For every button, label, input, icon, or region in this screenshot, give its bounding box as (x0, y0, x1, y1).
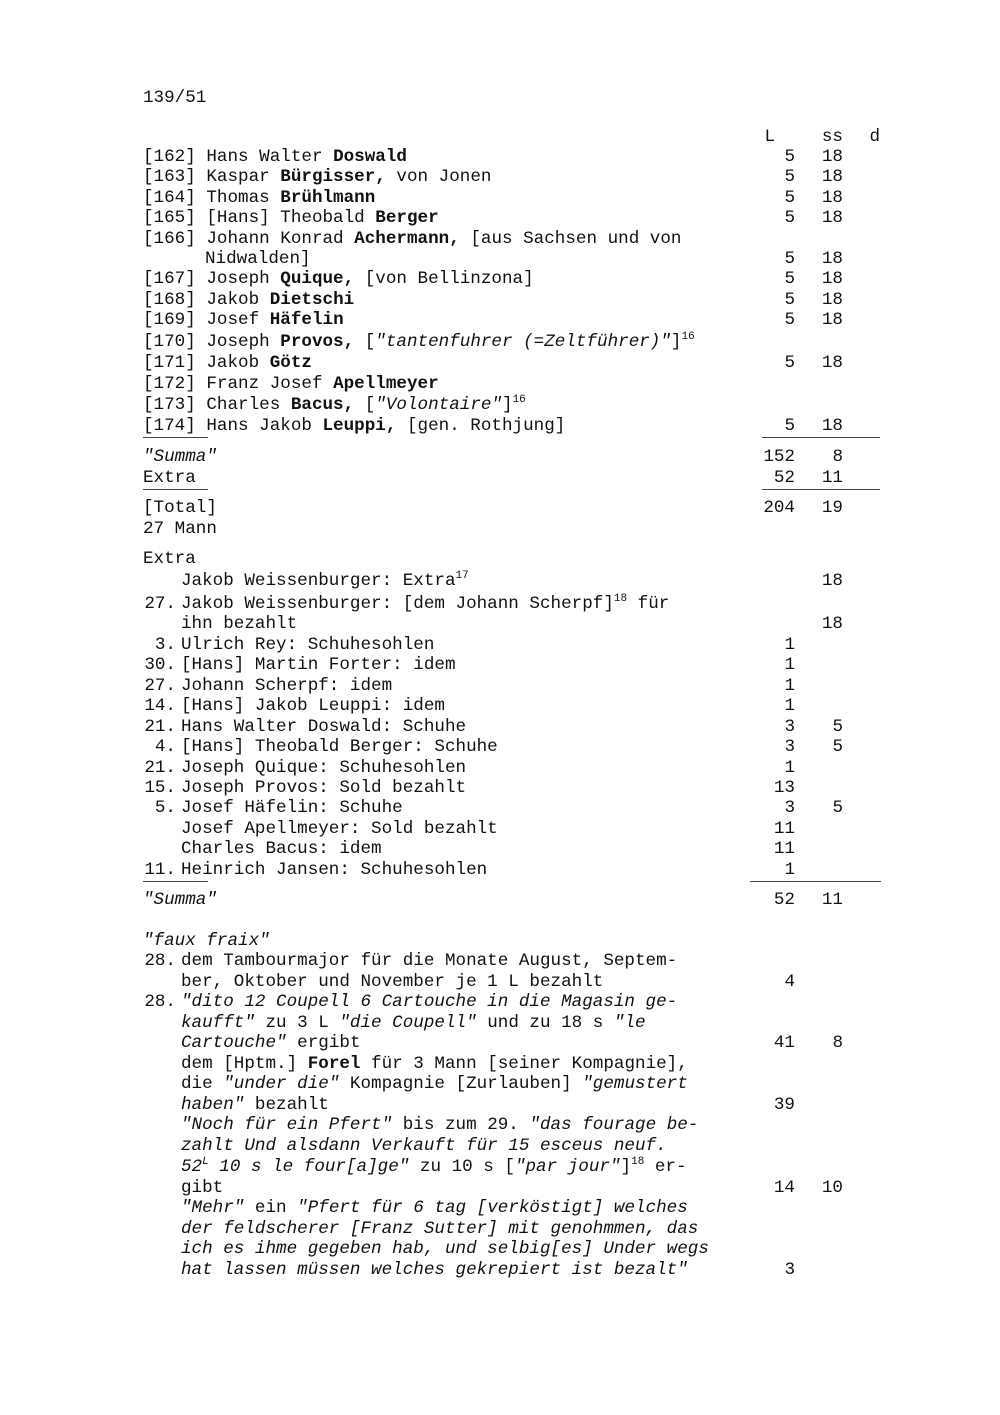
amount-L: 5 (784, 416, 795, 436)
entry-line: haben" bezahlt (181, 1095, 329, 1115)
list-item: [Hans] Jakob Leuppi: idem (181, 696, 445, 716)
amount-L: 5 (784, 310, 795, 330)
amount-L: 13 (773, 778, 795, 798)
extra-L: 52 (773, 468, 795, 488)
day-label: 30. (144, 655, 176, 675)
list-item: [163] Kaspar Bürgisser, von Jonen (143, 167, 492, 187)
amount-ss: 18 (821, 353, 843, 373)
day-label: 28. (144, 992, 176, 1012)
day-label: 27. (144, 676, 176, 696)
list-item: Joseph Quique: Schuhesohlen (181, 758, 467, 778)
summa-ss: 8 (832, 447, 843, 467)
amount-L: 41 (773, 1033, 795, 1053)
mann-count: 27 Mann (143, 519, 217, 539)
day-label: 21. (144, 758, 176, 778)
amount-L: 3 (784, 737, 795, 757)
divider (762, 437, 880, 438)
divider (750, 881, 881, 882)
amount-L: 1 (784, 758, 795, 778)
list-item: Jakob Weissenburger: Extra$^{17}$ (181, 570, 469, 591)
amount-L: 39 (773, 1095, 795, 1115)
amount-L: 11 (773, 839, 795, 859)
amount-L: 5 (784, 167, 795, 187)
list-item: [170] Joseph Provos, ["tantenfuhrer (=Zeltführer)"]$^{16}$ (143, 331, 695, 352)
entry-line: dem [Hptm.] Forel für 3 Mann [seiner Kompagnie], (181, 1054, 688, 1074)
divider (143, 881, 208, 882)
amount-ss: 18 (821, 188, 843, 208)
entry-line: ber, Oktober und November je 1 L bezahlt (181, 972, 604, 992)
total-ss: 19 (821, 498, 843, 518)
list-item: [167] Joseph Quique, [von Bellinzona] (143, 269, 534, 289)
entry-line: kaufft" zu 3 L "die Coupell" und zu 18 s "le (181, 1013, 646, 1033)
summa-L: 52 (773, 890, 795, 910)
amount-L: 14 (773, 1178, 795, 1198)
list-item-continuation: ihn bezahlt (181, 614, 298, 634)
list-item: [171] Jakob Götz (143, 353, 312, 373)
extra-ss: 11 (821, 468, 843, 488)
entry-line: dem Tambourmajor für die Monate August, Septem- (181, 951, 678, 971)
amount-ss: 18 (821, 571, 843, 591)
amount-ss: 10 (821, 1178, 843, 1198)
list-item: [168] Jakob Dietschi (143, 290, 355, 310)
divider (762, 489, 880, 490)
amount-L: 5 (784, 188, 795, 208)
divider (143, 437, 208, 438)
amount-L: 3 (784, 1260, 795, 1280)
total-label: [Total] (143, 498, 217, 518)
entry-line: $52^L$ 10 s le four[a]ge" zu 10 s ["par jour"]$^{18}$ er- (181, 1156, 687, 1177)
page-number: 139/51 (143, 88, 207, 108)
day-label: 14. (144, 696, 176, 716)
list-item: Charles Bacus: idem (181, 839, 382, 859)
divider (143, 489, 208, 490)
list-item: Hans Walter Doswald: Schuhe (181, 717, 467, 737)
list-item: [164] Thomas Brühlmann (143, 188, 376, 208)
amount-L: 11 (773, 819, 795, 839)
entry-line: der feldscherer [Franz Sutter] mit genohmmen, das (181, 1219, 699, 1239)
amount-ss: 18 (821, 249, 843, 269)
entry-line: gibt (181, 1178, 224, 1198)
amount-L: 5 (784, 353, 795, 373)
list-item: [173] Charles Bacus, ["Volontaire"]$^{16}$ (143, 394, 526, 415)
faux-fraix-title: "faux fraix" (143, 931, 270, 951)
summa-L: 152 (763, 447, 795, 467)
day-label: 28. (144, 951, 176, 971)
amount-ss: 18 (821, 269, 843, 289)
amount-ss: 5 (832, 798, 843, 818)
amount-ss: 18 (821, 147, 843, 167)
list-item: [Hans] Theobald Berger: Schuhe (181, 737, 498, 757)
list-item: [165] [Hans] Theobald Berger (143, 208, 439, 228)
extra-label: Extra (143, 468, 196, 488)
summa-ss: 11 (821, 890, 843, 910)
entry-line: "Mehr" ein "Pfert für 6 tag [verköstigt] welches (181, 1198, 688, 1218)
header-d: d (869, 127, 880, 147)
amount-ss: 18 (821, 290, 843, 310)
day-label: 21. (144, 717, 176, 737)
amount-L: 1 (784, 635, 795, 655)
list-item: [162] Hans Walter Doswald (143, 147, 407, 167)
amount-ss: 18 (821, 310, 843, 330)
total-L: 204 (763, 498, 795, 518)
day-label: 27. (144, 594, 176, 614)
summa-label: "Summa" (143, 447, 217, 467)
list-item: Jakob Weissenburger: [dem Johann Scherpf]$^{18}$ für (181, 593, 670, 614)
amount-ss: 18 (821, 416, 843, 436)
day-label: 3. (154, 635, 176, 655)
entry-line: zahlt Und alsdann Verkauft für 15 esceus neuf. (181, 1136, 667, 1156)
amount-ss: 5 (832, 717, 843, 737)
amount-L: 1 (784, 696, 795, 716)
entry-line: ich es ihme gegeben hab, und selbig[es] Under wegs (181, 1239, 709, 1259)
header-ss: ss (821, 127, 843, 147)
entry-line: "Noch für ein Pfert" bis zum 29. "das fourage be- (181, 1115, 699, 1135)
day-label: 11. (144, 860, 176, 880)
list-item: Johann Scherpf: idem (181, 676, 393, 696)
amount-L: 5 (784, 249, 795, 269)
amount-L: 5 (784, 147, 795, 167)
amount-ss: 18 (821, 208, 843, 228)
entry-line: "dito 12 Coupell 6 Cartouche in die Magasin ge- (181, 992, 678, 1012)
day-label: 4. (154, 737, 176, 757)
amount-ss: 8 (832, 1033, 843, 1053)
entry-line: Cartouche" ergibt (181, 1033, 361, 1053)
list-item: Heinrich Jansen: Schuhesohlen (181, 860, 488, 880)
day-label: 5. (154, 798, 176, 818)
entry-line: hat lassen müssen welches gekrepiert ist bezalt" (181, 1260, 688, 1280)
list-item: Ulrich Rey: Schuhesohlen (181, 635, 435, 655)
summa-label: "Summa" (143, 890, 217, 910)
day-label: 15. (144, 778, 176, 798)
amount-L: 4 (784, 972, 795, 992)
list-item: [Hans] Martin Forter: idem (181, 655, 456, 675)
list-item: Josef Apellmeyer: Sold bezahlt (181, 819, 498, 839)
amount-ss: 18 (821, 167, 843, 187)
list-item: Josef Häfelin: Schuhe (181, 798, 403, 818)
list-item: [166] Johann Konrad Achermann, [aus Sachsen und von (143, 229, 682, 249)
amount-L: 5 (784, 269, 795, 289)
entry-line: die "under die" Kompagnie [Zurlauben] "gemustert (181, 1074, 688, 1094)
amount-ss: 18 (821, 614, 843, 634)
amount-ss: 5 (832, 737, 843, 757)
amount-L: 5 (784, 290, 795, 310)
amount-L: 1 (784, 676, 795, 696)
list-item: [174] Hans Jakob Leuppi, [gen. Rothjung] (143, 416, 566, 436)
amount-L: 1 (784, 860, 795, 880)
list-item: [172] Franz Josef Apellmeyer (143, 374, 439, 394)
header-L: L (764, 127, 775, 147)
list-item: [169] Josef Häfelin (143, 310, 344, 330)
amount-L: 5 (784, 208, 795, 228)
list-item: Joseph Provos: Sold bezahlt (181, 778, 467, 798)
list-item-continuation: Nidwalden] (205, 249, 311, 269)
amount-L: 3 (784, 798, 795, 818)
amount-L: 1 (784, 655, 795, 675)
extra-section-title: Extra (143, 549, 196, 569)
amount-L: 3 (784, 717, 795, 737)
